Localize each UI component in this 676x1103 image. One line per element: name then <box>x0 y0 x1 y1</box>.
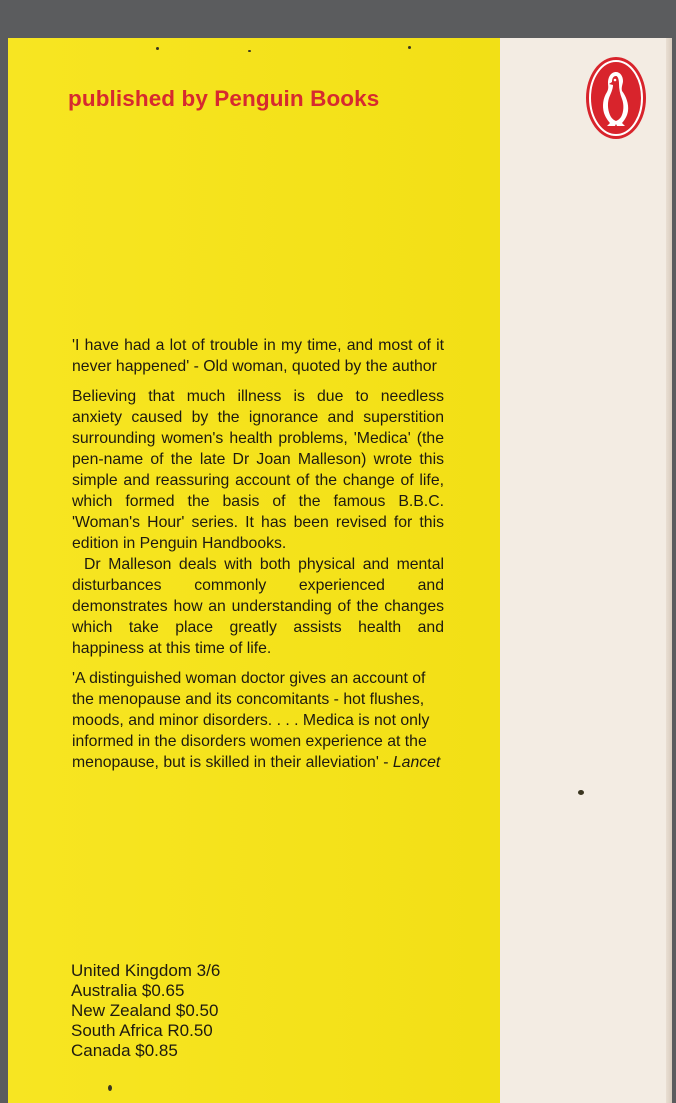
penguin-logo-icon <box>585 56 647 140</box>
description-paragraph-2: Dr Malleson deals with both physical and mental disturbances commonly experienced and demonstrates how an understanding of the changes which take place greatly assists health and happiness at this time of life. <box>72 556 444 657</box>
price-uk: United Kingdom 3/6 <box>71 961 221 980</box>
epigraph-quote: 'I have had a lot of trouble in my time, and most of it never happened' - Old woman, quoted by the author <box>72 337 444 375</box>
speck <box>248 50 251 52</box>
price-list <box>71 961 220 1061</box>
review-source: Lancet <box>392 754 441 771</box>
blurb-text <box>72 335 444 782</box>
speck <box>408 46 411 49</box>
spine-edge <box>666 38 672 1103</box>
speck <box>156 47 159 50</box>
price-new-zealand: New Zealand $0.50 <box>71 1001 219 1020</box>
price-south-africa: South Africa R0.50 <box>71 1021 213 1040</box>
yellow-panel <box>8 38 500 1103</box>
description-paragraph-1: Believing that much illness is due to needless anxiety caused by the ignorance and superstition surrounding women's health problems, 'Medica' (the pen-name of the late Dr Joan Malleson) wrote this simple and reassuring account of the change of life, which formed the basis of the famous B.B.C. 'Woman's Hour' series. It has been revised for this edition in Penguin Handbooks. <box>72 388 444 552</box>
speck <box>108 1085 112 1091</box>
price-australia: Australia $0.65 <box>71 981 185 1000</box>
publisher-line: published by Penguin Books <box>68 86 380 111</box>
review-quote-text: 'A distinguished woman doctor gives an account of the menopause and its concomitants - hot flushes, moods, and minor disorders. . . . Medica is not only informed in the disorders women experience at the menopause, but is skilled in their alleviation' - <box>72 670 430 771</box>
speck <box>578 790 584 795</box>
price-canada: Canada $0.85 <box>71 1041 178 1060</box>
review-quote <box>72 668 444 773</box>
book-back-cover <box>8 38 672 1103</box>
